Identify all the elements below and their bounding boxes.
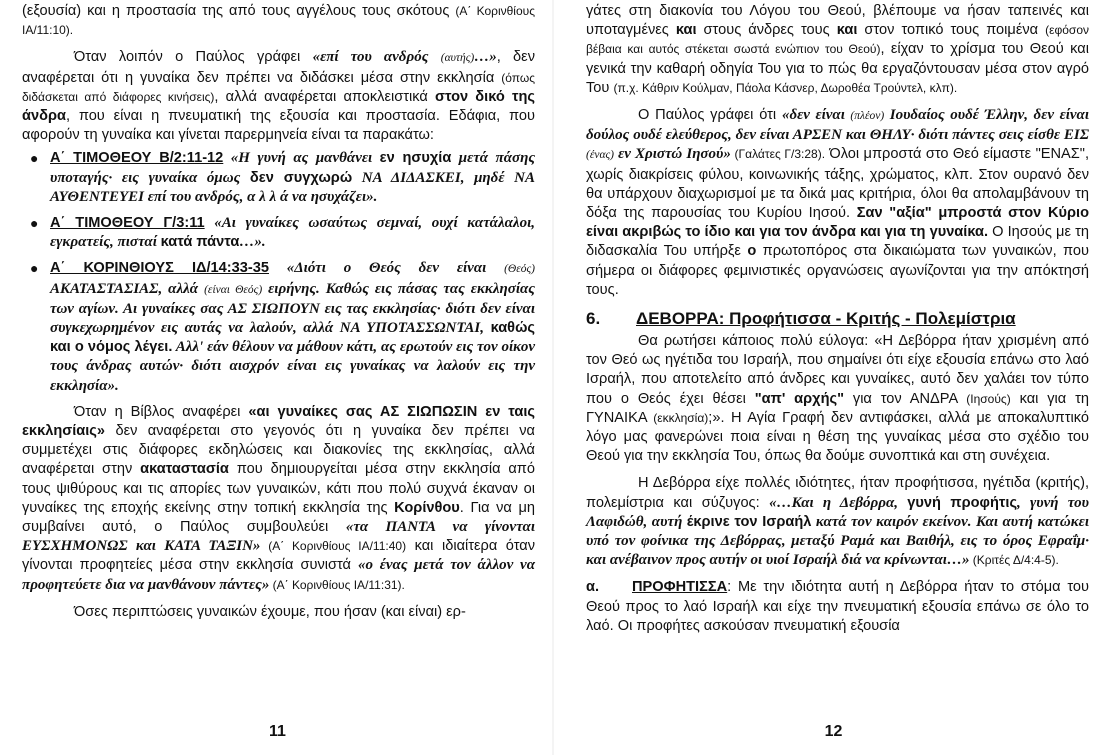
page-number: 12 <box>824 723 843 740</box>
subsection-paragraph: α. ΠΡΟΦΗΤΙΣΣΑ: Με την ιδιότητα αυτή η Δεβόρρα ήταν το στόμα του Θεού προς το λαό Ισραήλ και είχε την πνευματική εξουσία επάνω σε όλο το λαό. Οι προφήτες ασκούσαν πνευματική εξουσία <box>586 579 1089 634</box>
section-heading: 6. ΔΕΒΟΡΡΑ: Προφήτισσα - Κριτής - Πολεμίστρια <box>586 309 1016 329</box>
page-number: 11 <box>269 723 286 740</box>
list-item: ● Α΄ ΤΙΜΟΘΕΟΥ Γ/3:11 «Αι γυναίκες ωσαύτως σεμναί, ουχί κατάλαλοι, εγκρατείς, πισταί κατά πάντα…». <box>30 215 535 251</box>
paragraph: Όσες περιπτώσεις γυναικών έχουμε, που ήσαν (και είναι) ερ- <box>74 603 466 620</box>
paragraph: Θα ρωτήσει κάποιος πολύ εύλογα: «Η Δεβόρρα ήταν χρισμένη από τον Θεό ως ηγέτιδα του Ισραήλ, που σημαίνει ότι είχε εξουσία επάνω στο λαό Ισραήλ, που αποτελείτο από άνδρες και γυναίκες, αυτό δεν χαλάει τον τύπο που ο Θεός έχει θέσει "απ' αρχής" για τον ΑΝΔΡΑ (Ιησούς) και για τη ΓΥΝΑΙΚΑ (εκκλησία);». Η Αγία Γραφή δεν αντιφάσκει, αλλά με αποκαλυπτικό λόγο μας φανερώνει ποια είναι η θέση της γυναίκας μέσα στο σχέδιο του Θεού για την εκκλησία Του, όπως θα δούμε συνοπτικά και στη συνέχεια. <box>586 333 1089 465</box>
bullet-icon: ● <box>30 215 39 232</box>
right-page-content <box>586 2 1089 636</box>
right-page <box>556 0 1111 755</box>
left-page <box>0 0 555 755</box>
carryover-line: (εξουσία) και η προστασία της από τους αγγέλους τους σκότους (Α΄ Κορινθίους ΙΑ/11:10). <box>22 3 535 38</box>
list-item: ● Α΄ ΤΙΜΟΘΕΟΥ Β/2:11-12 «Η γυνή ας μανθάνει εν ησυχία μετά πάσης υποταγής· εις γυναίκα όμως δεν συγχωρώ ΝΑ ΔΙΔΑΣΚΕΙ, μηδέ ΝΑ ΑΥΘΕΝΤΕΥΕΙ επί του ανδρός, α λ λ ά να ησυχάζει». <box>30 150 536 205</box>
bullet-icon: ● <box>30 260 39 277</box>
list-item: ● Α΄ ΚΟΡΙΝΘΙΟΥΣ ΙΔ/14:33-35 «Διότι ο Θεός δεν είναι (Θεός) ΑΚΑΤΑΣΤΑΣΙΑΣ, αλλά (είναι Θεός) ειρήνης. Καθώς εις πάσας τας εκκλησίας των αγίων. Αι γυναίκες σας ΑΣ ΣΙΩΠΟΥΝ εις τας εκκλησίας· διότι δεν είναι συγκεχωρημένον εις αυτάς να λαλούν, αλλά ΝΑ ΥΠΟΤΑΣΣΩΝΤΑΙ, καθώς και ο νόμος λέγει. Αλλ' εάν θέλουν να μάθουν κάτι, ας ερωτούν εις τον οίκον τους άνδρας αυτών· διότι αισχρόν είναι εις γυναίκας να λαλούν εις την εκκλησία». <box>30 260 536 394</box>
bullet-icon: ● <box>30 150 39 167</box>
paragraph: Όταν η Βίβλος αναφέρει «αι γυναίκες σας ΑΣ ΣΙΩΠΩΣΙΝ εν ταις εκκλησίαις» δεν αναφέρεται στο γεγονός ότι η γυναίκα δεν πρέπει να συμμετέχει στις διάφορες εκδηλώσεις και διακονίες της εκκλησίας, αλλά αναφέρεται στην ακαταστασία που δημιουργείται μέσα στην εκκλησία από τους ψιθύρους και τις απορίες των γυναικών, κάτι που πολύ συχνά έκαναν οι γυναίκες της εποχής εκείνης στην τοπική εκκλησία της Κορίνθου. Για να μη συμβαίνει αυτό, ο Παύλος συμβουλεύει «τα ΠΑΝΤΑ να γίνονται ΕΥΣΧΗΜΟΝΩΣ και ΚΑΤΑ ΤΑΞΙΝ» (Α΄ Κορινθίους ΙΑ/11:40) και ιδιαίτερα όταν γίνονται προφητείες μέσα στην εκκλησία συνιστά «ο ένας μετά τον άλλον να προφητεύετε δια να μανθάνουν πάντες» (Α΄ Κορινθίους ΙΑ/11:31). <box>22 403 536 593</box>
paragraph: Η Δεβόρρα είχε πολλές ιδιότητες, ήταν προφήτισσα, ηγέτιδα (κριτής), πολεμίστρια και σύζυγος: «…Και η Δεβόρρα, γυνή προφήτις, γυνή του Λαφιδώθ, αυτή έκρινε τον Ισραήλ κατά τον καιρόν εκείνον. Και αυτή κατώκει υπό τον φοίνικα της Δεβόρρας, μεταξύ Ραμά και Βαιθήλ, εις το όρος Εφραΐμ· και ανέβαινον προς αυτήν οι υιοί Ισραήλ διά να κρίνωνται…» (Κριτές Δ/4:4-5). <box>586 475 1089 569</box>
paragraph: γάτες στη διακονία του Λόγου του Θεού, βλέπουμε να ήσαν ταπεινές και υποταγμένες και στους άνδρες τους και στον τοπικό τους ποιμένα (εφόσον βέβαια και αυτός στέκεται σωστά ενώπιον του Θεού), είχαν το χρίσμα του Θεού και γενικά την καθαρή οδηγία Του για το πώς θα εργαζόντουσαν μέσα στον αγρό Του (π.χ. Κάθριν Κούλμαν, Πάολα Κάσνερ, Δωροθέα Τρούντελ, κλπ). <box>586 3 1089 96</box>
scripture-list <box>22 149 535 395</box>
paragraph: Ο Παύλος γράφει ότι «δεν είναι (πλέον) Ιουδαίος ουδέ Έλλην, δεν είναι δούλος ουδέ ελεύθερος, δεν είναι ΑΡΣΕΝ και ΘΗΛΥ· διότι πάντες σεις είσθε ΕΙΣ (ένας) εν Χριστώ Ιησού» (Γαλάτες Γ/3:28). Όλοι μπροστά στο Θεό είμαστε "ΕΝΑΣ", χωρίς διακρίσεις φύλου, κοινωνικής τάξης, χρώματος, κλπ. Στον ουρανό δεν θα υπάρχουν διαχωρισμοί με τα δικά μας κριτήρια, όλοι θα απολαμβάνουν τη δόξα της παρουσίας του Κυρίου Ιησού. Σαν "αξία" μπροστά στον Κύριο είναι ακριβώς το ίδιο και για τον άνδρα και για τη γυναίκα. Ο Ιησούς με τη διδασκαλία Του υπήρξε ο πρωτοπόρος στα δικαιώματα των γυναικών, που σήμερα οι διάφορες φεμινιστικές οργανώσεις αγωνίζονται για την απόκτησή τους. <box>586 107 1090 298</box>
subsection-heading: α. ΠΡΟΦΗΤΙΣΣΑ <box>586 579 728 596</box>
paragraph: Όταν λοιπόν ο Παύλος γράφει «επί του ανδρός (αυτής)…», δεν αναφέρεται ότι η γυναίκα δεν πρέπει να διδάσκει μέσα στην εκκλησία (όπως διδάσκεται από διάφορες κινήσεις), αλλά αναφέρεται αποκλειστικά στον δικό της άνδρα, που είναι η πνευματική της εξουσία και προστασία. Εδάφια, που αφορούν τη γυναίκα και γίνεται παρερμηνεία είναι τα παρακάτω: <box>22 49 535 144</box>
left-page-content <box>22 2 535 622</box>
